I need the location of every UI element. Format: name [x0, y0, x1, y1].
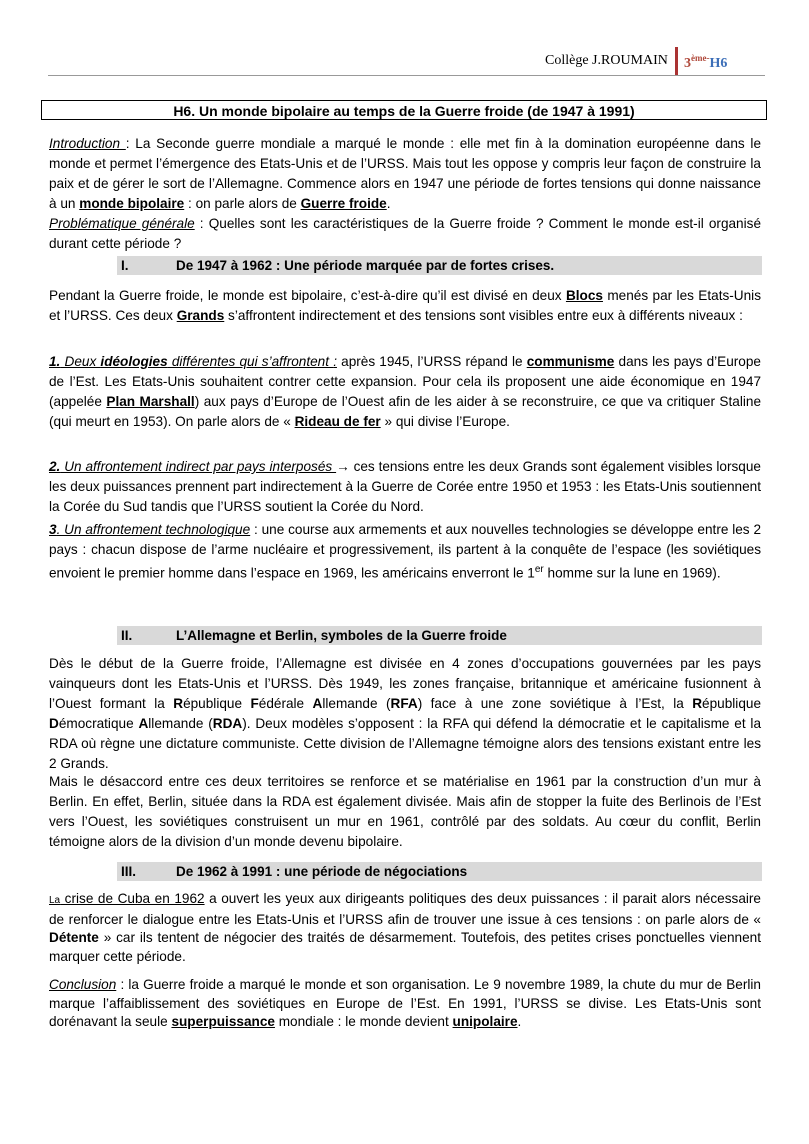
section-heading-1: I. De 1947 à 1962 : Une période marquée par de fortes crises.	[117, 256, 762, 275]
paragraph-berlin-wall: Mais le désaccord entre ces deux territoires se renforce et se matérialise en 1961 par la construction d’un mur à Berlin. En effet, Berlin, située dans la RDA est également divisée. Mais afin de stopper la fuite des Berlinois de l’Est vers l’Ouest, les soviétiques construisent un mur en 1961, contrôlé par des soldats. Au cœur du conflit, Berlin témoigne alors de la division d’un monde devenu bipolaire.	[49, 774, 761, 849]
paragraph-germany-division: Dès le début de la Guerre froide, l’Allemagne est divisée en 4 zones d’occupations gouvernées par les pays vainqueurs dont les Etats-Unis et l’URSS. Dès 1949, les zones française, britannique et américaine fusionnent à l’Ouest formant la République Fédérale Allemande (RFA) face à une zone soviétique à l’Est, la République Démocratique Allemande (RDA). Deux modèles s’opposent : la RFA qui défend la démocratie et le capitalisme et la RDA où règne une dictature communiste. Cette division de l’Allemagne témoigne alors des tensions existant entre les 2 Grands.	[49, 656, 762, 771]
paragraph-detente: La crise de Cuba en 1962 a ouvert les yeux aux dirigeants politiques des deux puissances : il parait alors nécessaire de renforcer le dialogue entre les Etats-Unis et l’URSS afin de trouver une issue à ces tensions : on parle alors de « Détente » car ils tentent de négocier des traités de désarmement. Toutefois, des petites crises ponctuelles viennent marquer cette période.	[49, 891, 761, 964]
paragraph-ideologies: 1. Deux idéologies différentes qui s’affrontent : après 1945, l’URSS répand le communisme dans les pays d’Europe de l’Est. Les Etats-Unis souhaitent contrer cette expansion. Pour cela ils proposent une aide économique en 1947 (appelée Plan Marshall) aux pays d’Europe de l’Ouest afin de les aider à se reconstruire, ce que va critiquer Staline (qui meurt en 1953). On parle alors de « Rideau de fer » qui divise l’Europe.	[49, 354, 761, 429]
paragraph-indirect-conflict: 2. Un affrontement indirect par pays interposés → ces tensions entre les deux Grands sont également visibles lorsque les deux puissances prennent part indirectement à la Guerre de Corée entre 1950 et 1953 : les Etats-Unis soutiennent la Corée du Sud tandis que l’URSS soutient la Corée du Nord.	[49, 459, 761, 514]
page-title: H6. Un monde bipolaire au temps de la Guerre froide (de 1947 à 1991)	[41, 100, 767, 120]
section-heading-3: III. De 1962 à 1991 : une période de négociations	[117, 862, 762, 881]
header-rule	[48, 75, 765, 76]
conclusion-paragraph: Conclusion : la Guerre froide a marqué le monde et son organisation. Le 9 novembre 1989, la chute du mur de Berlin marque l’affaiblissement des soviétiques en Europe de l’Est. En 1991, l’URSS se divise. Les Etats-Unis sont dorénavant la seule superpuissance mondiale : le monde devient unipolaire.	[49, 977, 761, 1029]
introduction-paragraph: Introduction : La Seconde guerre mondiale a marqué le monde : elle met fin à la domination européenne dans le monde et permet l’émergence des Etats-Unis et de l’URSS. Mais tout les oppose y compris leur façon de construire la paix et de gérer le sort de l’Allemagne. Commence alors en 1947 une période de fortes tensions qui donne naissance à un monde bipolaire : on parle alors de Guerre froide. Problématique générale : Quelles sont les caractéristiques de la Guerre froide ? Comment le monde est-il organisé durant cette période ?	[49, 136, 762, 251]
section-heading-2: II. L’Allemagne et Berlin, symboles de la Guerre froide	[117, 626, 762, 645]
arrow-icon: →	[336, 459, 350, 474]
school-name: Collège J.ROUMAIN	[545, 53, 668, 68]
header-divider	[675, 47, 678, 75]
class-level: $3^{ème-}H6$	[684, 53, 728, 71]
paragraph-blocs: Pendant la Guerre froide, le monde est bipolaire, c’est-à-dire qu’il est divisé en deux Blocs menés par les Etats-Unis et l’URSS. Ces deux Grands s’affrontent indirectement et des tensions sont visibles entre eux à différents niveaux :	[49, 288, 761, 323]
paragraph-technology: 3. Un affrontement technologique : une course aux armements et aux nouvelles technologies se développe entre les 2 pays : chacun dispose de l’arme nucléaire et progressivement, ils partent à la conquête de l’espace (les soviétiques envoient le premier homme dans l’espace en 1969, les américains enverront le 1er homme sur la lune en 1969).	[49, 522, 761, 581]
